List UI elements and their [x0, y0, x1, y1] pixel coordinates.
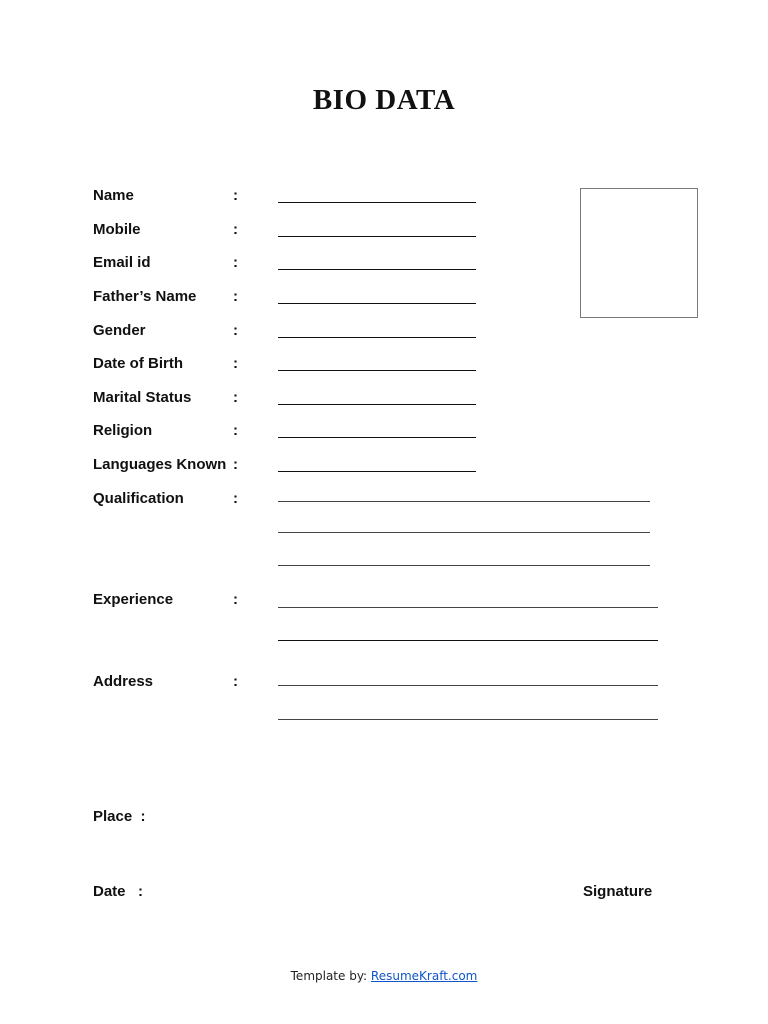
fathers-name-input-line[interactable]	[278, 303, 476, 304]
footer-credit	[0, 969, 768, 983]
religion-input-line[interactable]	[278, 437, 476, 438]
field-colon: :	[233, 456, 238, 473]
field-label: Languages Known	[93, 456, 227, 473]
field-label: Name	[93, 187, 134, 204]
field-colon: :	[233, 673, 238, 690]
address-input-line-1[interactable]	[278, 685, 658, 686]
field-colon: :	[233, 389, 238, 406]
mobile-input-line[interactable]	[278, 236, 476, 237]
qualification-input-line-2[interactable]	[278, 532, 650, 533]
field-colon: :	[233, 322, 238, 339]
experience-input-line-1[interactable]	[278, 607, 658, 608]
gender-input-line[interactable]	[278, 337, 476, 338]
field-label: Date of Birth	[93, 355, 183, 372]
signature-label: Signature	[583, 883, 653, 900]
experience-input-line-2[interactable]	[278, 640, 658, 641]
field-colon: :	[233, 591, 238, 608]
field-colon: :	[233, 490, 238, 507]
field-label: Gender	[93, 322, 146, 339]
field-colon: :	[233, 422, 238, 439]
field-label: Experience	[93, 591, 174, 608]
field-label: Religion	[93, 422, 153, 439]
page-title: BIO DATA	[312, 84, 456, 116]
field-label: Marital Status	[93, 389, 192, 406]
email-input-line[interactable]	[278, 269, 476, 270]
date-of-birth-input-line[interactable]	[278, 370, 476, 371]
field-colon: :	[233, 254, 238, 271]
languages-known-input-line[interactable]	[278, 471, 476, 472]
qualification-input-line-1[interactable]	[278, 501, 650, 502]
field-colon: :	[233, 187, 238, 204]
place-label: Place :	[93, 808, 146, 825]
footer-prefix: Template by:	[290, 969, 371, 983]
field-label: Address	[93, 673, 154, 690]
field-label: Mobile	[93, 221, 141, 238]
resumekraft-link[interactable]: ResumeKraft.com	[370, 969, 478, 983]
field-colon: :	[233, 221, 238, 238]
field-label: Qualification	[93, 490, 184, 507]
date-label: Date :	[93, 883, 144, 900]
address-input-line-2[interactable]	[278, 719, 658, 720]
field-label: Email id	[93, 254, 151, 271]
field-colon: :	[233, 355, 238, 372]
photo-placeholder-box[interactable]	[580, 188, 698, 318]
name-input-line[interactable]	[278, 202, 476, 203]
marital-status-input-line[interactable]	[278, 404, 476, 405]
field-colon: :	[233, 288, 238, 305]
field-label: Father’s Name	[93, 288, 197, 305]
qualification-input-line-3[interactable]	[278, 565, 650, 566]
